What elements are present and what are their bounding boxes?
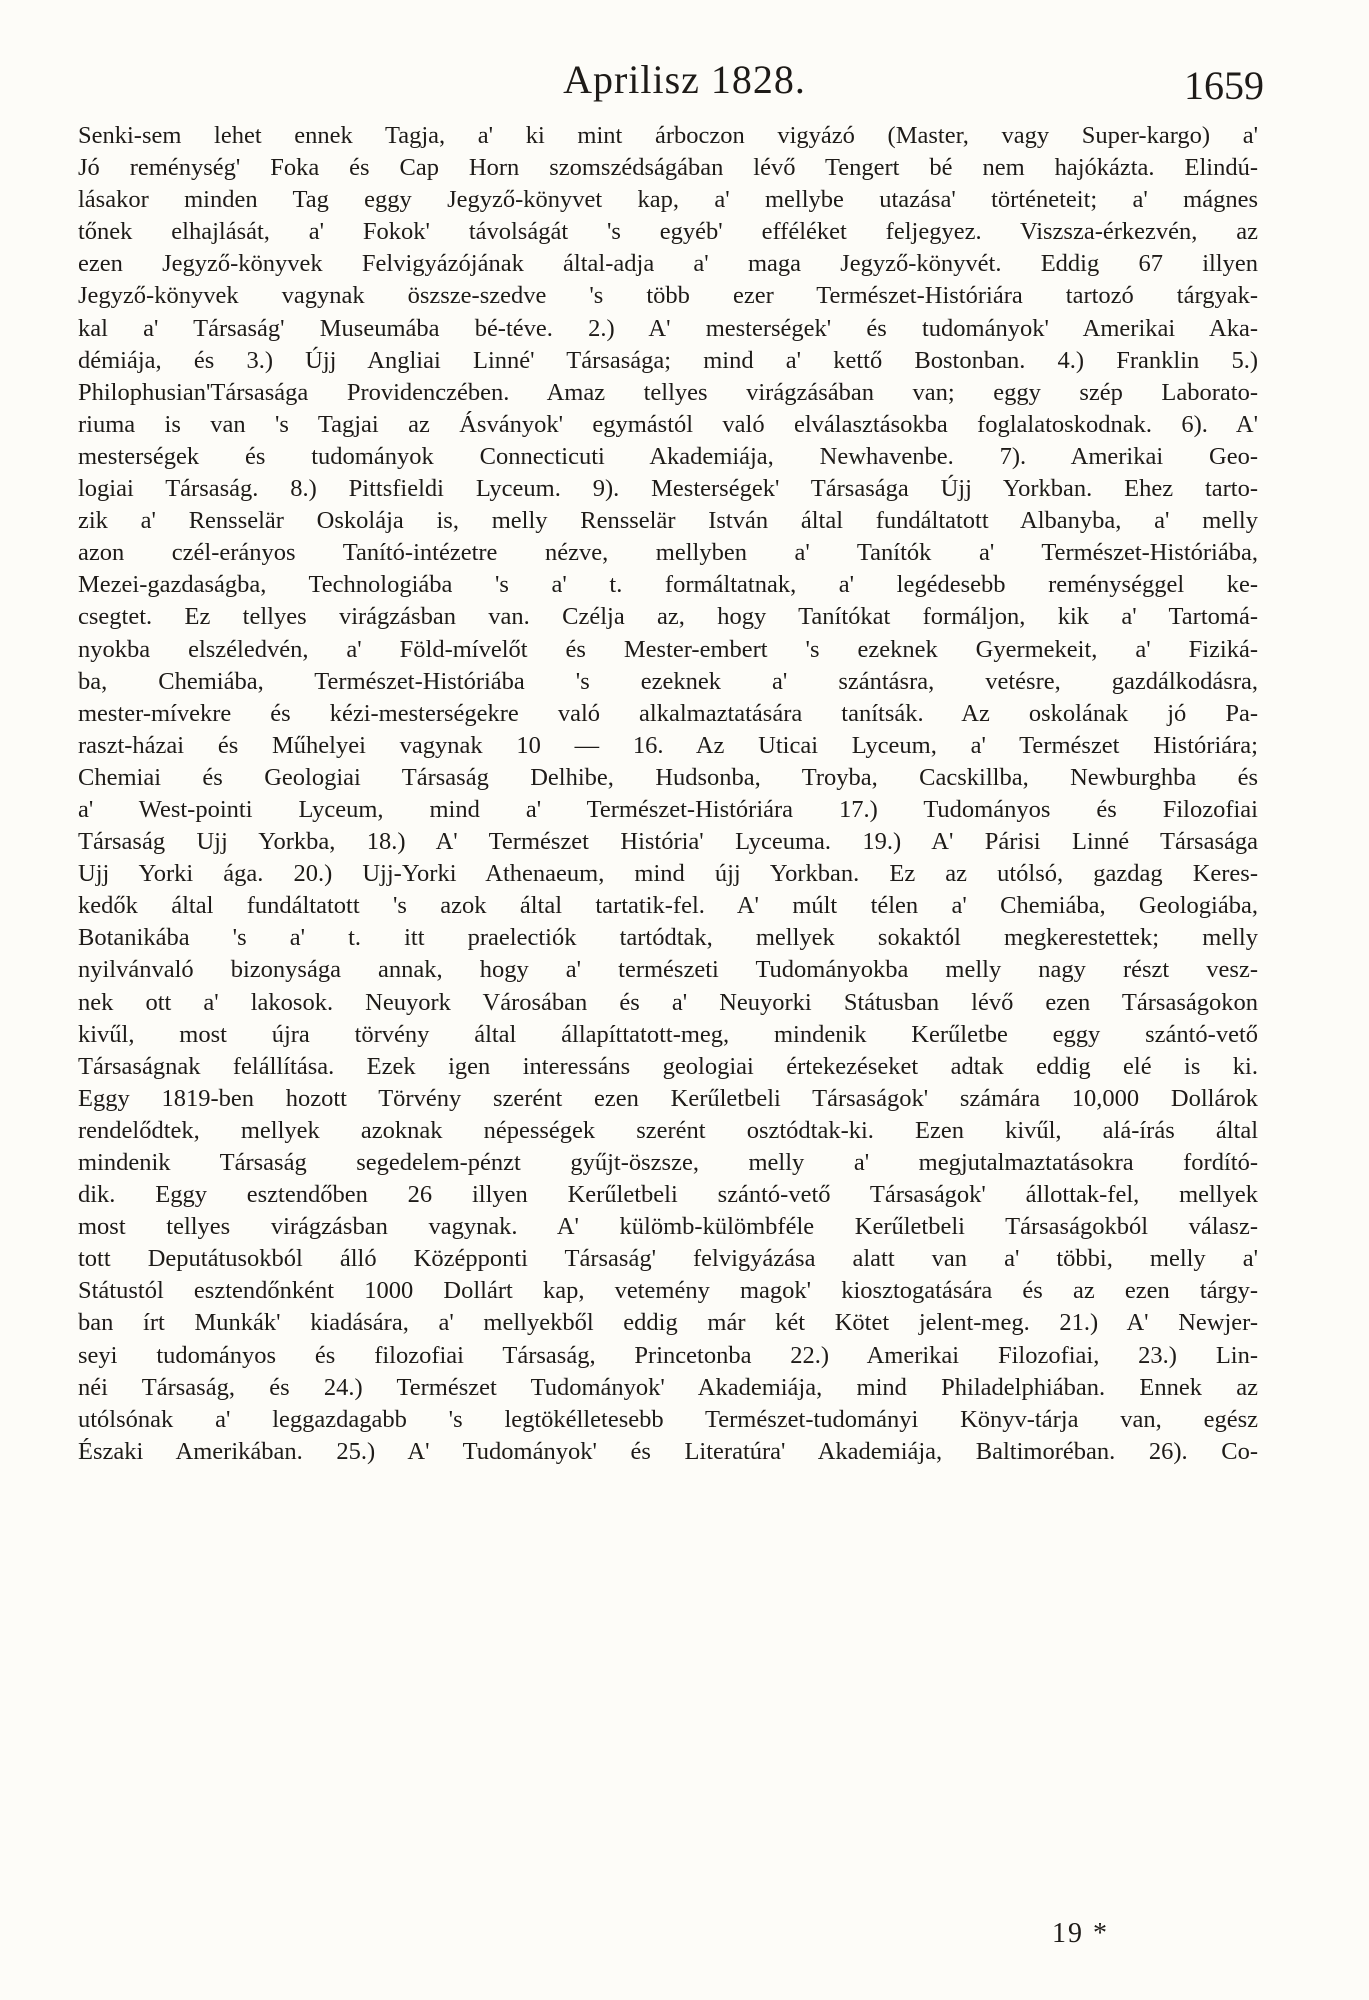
text-line: mesterségek és tudományok Connecticuti Akademiája, Newhavenbe. 7). Amerikai Geo-	[78, 442, 1258, 470]
body-text	[78, 120, 1258, 1468]
text-line: mindenik Társaság segedelem-pénzt gyűjt-öszsze, melly a' megjutalmaztatásokra fordító-	[78, 1149, 1258, 1176]
text-line: azon czél-erányos Tanító-intézetre nézve, mellyben a' Tanítók a' Természet-Históriába,	[78, 539, 1258, 567]
text-line: Philophusian'Társasága Providenczében. Amaz tellyes virágzásában van; eggy szép Laborato-	[78, 378, 1258, 406]
text-line: lásakor minden Tag eggy Jegyző-könyvet kap, a' mellybe utazása' történeteit; a' mágnes	[78, 186, 1258, 214]
running-title: Aprilisz 1828.	[563, 57, 806, 102]
page-number: 1659	[1184, 63, 1264, 108]
text-line: Társaság Ujj Yorkba, 18.) A' Természet História' Lyceuma. 19.) A' Párisi Linné Társasága	[78, 828, 1258, 856]
text-line: kedők által fundáltatott 's azok által tartatik-fel. A' múlt télen a' Chemiába, Geologiába,	[78, 892, 1258, 920]
text-line: csegtet. Ez tellyes virágzásban van. Czélja az, hogy Tanítókat formáljon, kik a' Tartomá-	[78, 603, 1258, 631]
text-line: néi Társaság, és 24.) Természet Tudományok' Akademiája, mind Philadelphiában. Ennek az	[78, 1373, 1258, 1401]
text-line: zik a' Rensselär Oskolája is, melly Rensselär István által fundáltatott Albanyba, a' melly	[78, 507, 1258, 535]
text-line: Társaságnak felállítása. Ezek igen interessáns geologiai értekezéseket adtak eddig elé is ki.	[78, 1052, 1258, 1080]
signature-mark: 19 *	[1052, 1918, 1109, 1949]
text-line: ezen Jegyző-könyvek Felvigyázójának által-adja a' maga Jegyző-könyvét. Eddig 67 illyen	[78, 250, 1258, 278]
text-line: tott Deputátusokból álló Középponti Társaság' felvigyázása alatt van a' többi, melly a'	[78, 1245, 1258, 1273]
text-line: Botanikába 's a' t. itt praelectiók tartódtak, mellyek sokaktól megkerestettek; melly	[78, 924, 1258, 952]
text-line: a' West-pointi Lyceum, mind a' Természet-Históriára 17.) Tudományos és Filozofiai	[78, 795, 1258, 823]
text-line: Jegyző-könyvek vagynak öszsze-szedve 's több ezer Természet-Históriára tartozó tárgyak-	[78, 282, 1258, 310]
text-line: ban írt Munkák' kiadására, a' mellyekből eddig már két Kötet jelent-meg. 21.) A' Newjer-	[78, 1309, 1258, 1337]
text-line: Eggy 1819-ben hozott Törvény szerént ezen Kerűletbeli Társaságok' számára 10,000 Dollárok	[78, 1084, 1258, 1112]
text-line: dik. Eggy esztendőben 26 illyen Kerűletbeli szántó-vető Társaságok' állottak-fel, mellyek	[78, 1181, 1258, 1209]
text-line: Ujj Yorki ága. 20.) Ujj-Yorki Athenaeum, mind újj Yorkban. Ez az utólsó, gazdag Keres-	[78, 860, 1258, 888]
text-line: nyokba elszéledvén, a' Föld-mívelőt és Mester-embert 's ezeknek Gyermekeit, a' Fiziká-	[78, 635, 1258, 663]
text-line: riuma is van 's Tagjai az Ásványok' egymástól való elválasztásokba foglalatoskodnak. 6). A'	[78, 410, 1258, 438]
text-line: kal a' Társaság' Museumába bé-téve. 2.) A' mesterségek' és tudományok' Amerikai Aka-	[78, 314, 1258, 342]
text-line: démiája, és 3.) Újj Angliai Linné' Társasága; mind a' kettő Bostonban. 4.) Franklin 5.)	[78, 346, 1258, 374]
text-line: kivűl, most újra törvény által állapíttatott-meg, mindenik Kerűletbe eggy szántó-vető	[78, 1020, 1258, 1048]
text-line: nek ott a' lakosok. Neuyork Városában és a' Neuyorki Státusban lévő ezen Társaságokon	[78, 988, 1258, 1016]
text-line: Chemiai és Geologiai Társaság Delhibe, Hudsonba, Troyba, Cacskillba, Newburghba és	[78, 763, 1258, 791]
text-line: tőnek elhajlását, a' Fokok' távolságát 's egyéb' efféléket feljegyez. Viszsza-érkezvén, az	[78, 218, 1258, 246]
text-line: mester-mívekre és kézi-mesterségekre való alkalmaztatására tanítsák. Az oskolának jó Pa-	[78, 699, 1258, 727]
text-line: rendelődtek, mellyek azoknak népességek szerént osztódtak-ki. Ezen kivűl, alá-írás által	[78, 1116, 1258, 1144]
text-line: raszt-házai és Műhelyei vagynak 10 — 16. Az Uticai Lyceum, a' Természet Históriára;	[78, 731, 1258, 759]
text-line: nyilvánvaló bizonysága annak, hogy a' természeti Tudományokba melly nagy részt vesz-	[78, 956, 1258, 984]
text-line: Státustól esztendőnként 1000 Dollárt kap, vetemény magok' kiosztogatására és az ezen tárgy-	[78, 1277, 1258, 1305]
text-line: Északi Amerikában. 25.) A' Tudományok' és Literatúra' Akademiája, Baltimoréban. 26). Co-	[78, 1437, 1258, 1465]
text-line: Mezei-gazdaságba, Technologiába 's a' t. formáltatnak, a' legédesebb reménységgel ke-	[78, 571, 1258, 599]
text-line: Jó reménység' Foka és Cap Horn szomszédságában lévő Tengert bé nem hajókázta. Elindú-	[78, 154, 1258, 182]
text-line: seyi tudományos és filozofiai Társaság, Princetonba 22.) Amerikai Filozofiai, 23.) Lin-	[78, 1341, 1258, 1369]
text-line: ba, Chemiába, Természet-Históriába 's ezeknek a' szántásra, vetésre, gazdálkodásra,	[78, 667, 1258, 695]
text-line: Senki-sem lehet ennek Tagja, a' ki mint árboczon vigyázó (Master, vagy Super-kargo) a'	[78, 122, 1258, 149]
text-line: utólsónak a' leggazdagabb 's legtökélletesebb Természet-tudományi Könyv-tárja van, egész	[78, 1405, 1258, 1433]
text-line: most tellyes virágzásban vagynak. A' külömb-külömbféle Kerűletbeli Társaságokból válasz-	[78, 1213, 1258, 1241]
text-line: logiai Társaság. 8.) Pittsfieldi Lyceum. 9). Mesterségek' Társasága Újj Yorkban. Ehez tarto-	[78, 475, 1258, 503]
